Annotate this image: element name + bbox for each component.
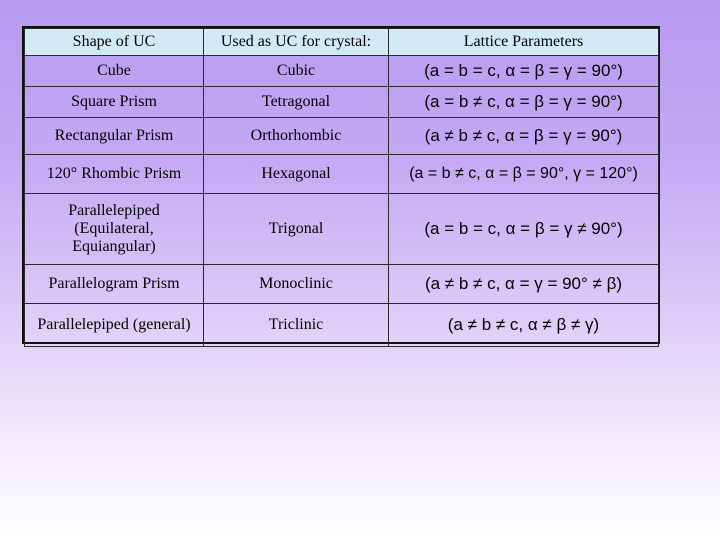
cell-lattice-parameters: (a = b = c, α = β = γ ≠ 90°): [389, 194, 659, 265]
table-row: [25, 56, 659, 87]
table-header-row: [25, 29, 659, 56]
cell-lattice-parameters: (a = b ≠ c, α = β = 90°, γ = 120°): [389, 155, 659, 194]
header-lattice-parameters: Lattice Parameters: [389, 29, 659, 56]
cell-shape: Cube: [25, 56, 204, 87]
cell-crystal-system: Hexagonal: [204, 155, 389, 194]
cell-crystal-system: Cubic: [204, 56, 389, 87]
crystal-systems-table: [24, 28, 659, 347]
cell-shape: 120° Rhombic Prism: [25, 155, 204, 194]
cell-lattice-parameters: (a ≠ b ≠ c, α = γ = 90° ≠ β): [389, 265, 659, 304]
cell-lattice-parameters: (a = b ≠ c, α = β = γ = 90°): [389, 87, 659, 118]
header-crystal-system: Used as UC for crystal:: [204, 29, 389, 56]
table-row: [25, 265, 659, 304]
header-shape: Shape of UC: [25, 29, 204, 56]
cell-shape: Square Prism: [25, 87, 204, 118]
cell-shape: Rectangular Prism: [25, 118, 204, 155]
table-row: [25, 118, 659, 155]
cell-shape: Parallelepiped (Equilateral, Equiangular): [25, 194, 204, 265]
cell-lattice-parameters: (a = b = c, α = β = γ = 90°): [389, 56, 659, 87]
table-row: [25, 155, 659, 194]
cell-crystal-system: Orthorhombic: [204, 118, 389, 155]
cell-lattice-parameters: (a ≠ b ≠ c, α = β = γ = 90°): [389, 118, 659, 155]
cell-crystal-system: Monoclinic: [204, 265, 389, 304]
table-row: [25, 304, 659, 347]
cell-lattice-parameters: (a ≠ b ≠ c, α ≠ β ≠ γ): [389, 304, 659, 347]
cell-crystal-system: Triclinic: [204, 304, 389, 347]
cell-crystal-system: Tetragonal: [204, 87, 389, 118]
table-row: [25, 87, 659, 118]
cell-shape: Parallelogram Prism: [25, 265, 204, 304]
table-row: [25, 194, 659, 265]
cell-shape: Parallelepiped (general): [25, 304, 204, 347]
crystal-systems-table-container: [22, 26, 660, 344]
cell-crystal-system: Trigonal: [204, 194, 389, 265]
